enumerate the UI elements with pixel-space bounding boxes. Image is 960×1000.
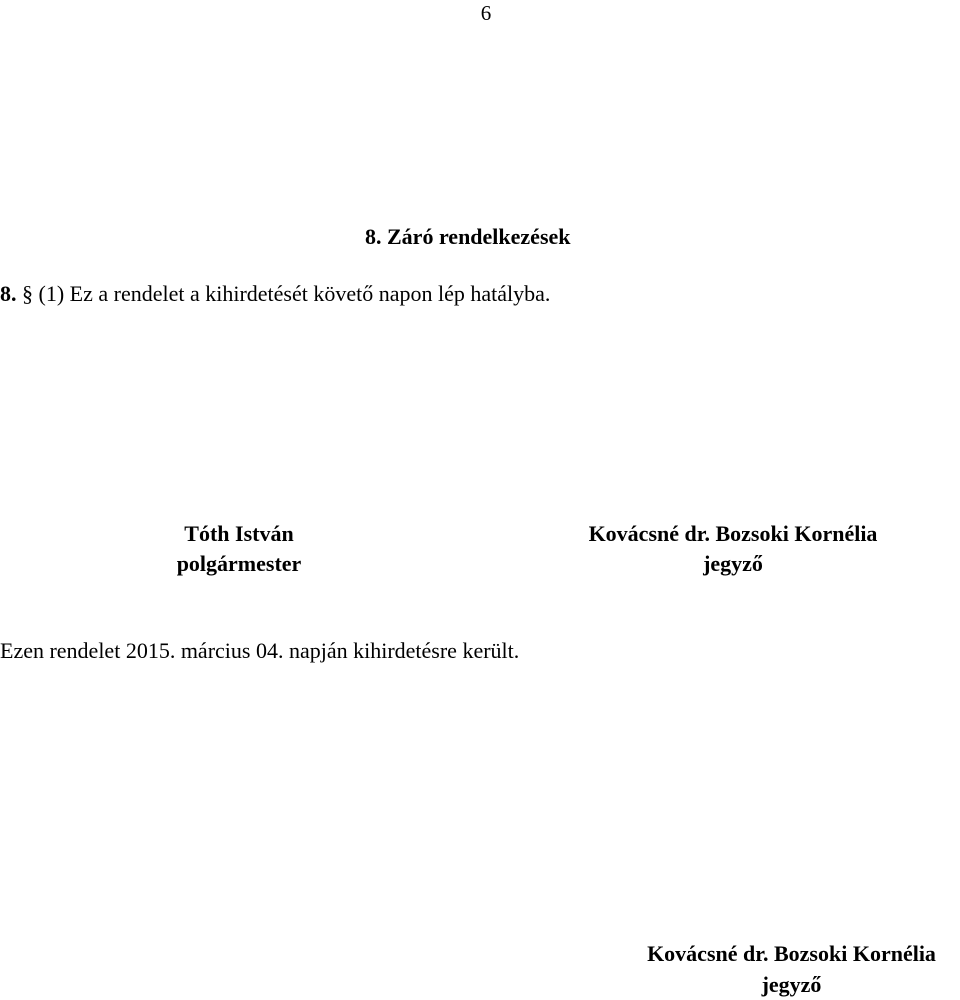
notary-signature xyxy=(557,519,909,579)
promulgation-note: Ezen rendelet 2015. március 04. napján kihirdetésre került. xyxy=(0,638,520,663)
section-heading: 8. Záró rendelkezések xyxy=(365,224,571,249)
notary-name: Kovácsné dr. Bozsoki Kornélia xyxy=(588,521,878,546)
bottom-signature-name: Kovácsné dr. Bozsoki Kornélia xyxy=(647,941,936,966)
mayor-name: Tóth István xyxy=(184,521,294,546)
mayor-title: polgármester xyxy=(176,551,302,576)
paragraph xyxy=(0,281,550,307)
paragraph-text: § (1) Ez a rendelet a kihirdetését követő napon lép hatályba. xyxy=(16,281,551,306)
bottom-signature xyxy=(617,938,960,1000)
mayor-signature xyxy=(139,519,339,579)
notary-title: jegyző xyxy=(703,551,763,576)
page-number: 6 xyxy=(480,1,492,25)
bottom-signature-title: jegyző xyxy=(761,972,822,997)
paragraph-number: 8. xyxy=(0,281,17,306)
